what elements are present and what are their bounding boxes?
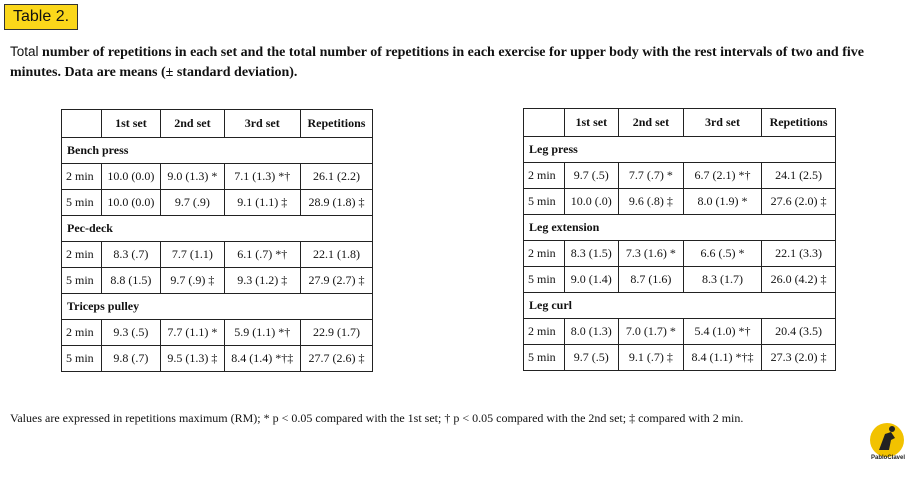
value-cell: 27.7 (2.6) ‡: [300, 346, 372, 372]
value-cell: 7.7 (.7) *: [619, 163, 684, 189]
value-cell: 10.0 (0.0): [101, 164, 161, 190]
value-cell: 10.0 (0.0): [101, 190, 161, 216]
upper-group-row: [62, 138, 373, 164]
value-cell: 6.1 (.7) *†: [224, 242, 300, 268]
value-cell: 8.7 (1.6): [619, 267, 684, 293]
upper-col-header: [62, 110, 102, 138]
lower-col-header: [524, 109, 565, 137]
rest-interval-cell: 5 min: [62, 346, 102, 372]
value-cell: 22.1 (3.3): [762, 241, 836, 267]
table-row: [524, 163, 836, 189]
value-cell: 9.7 (.9) ‡: [161, 268, 224, 294]
lower-group-row: [524, 293, 836, 319]
value-cell: 9.1 (.7) ‡: [619, 345, 684, 371]
logo-wordmark: PabloClavel: [870, 455, 905, 461]
value-cell: 24.1 (2.5): [762, 163, 836, 189]
value-cell: 5.4 (1.0) *†: [683, 319, 761, 345]
value-cell: 7.1 (1.3) *†: [224, 164, 300, 190]
value-cell: 8.0 (1.3): [564, 319, 619, 345]
rest-interval-cell: 2 min: [62, 242, 102, 268]
value-cell: 7.7 (1.1): [161, 242, 224, 268]
lower-group-row: [524, 137, 836, 163]
upper-header-row: [62, 110, 373, 138]
table-row: [524, 189, 836, 215]
value-cell: 8.0 (1.9) *: [683, 189, 761, 215]
table-row: [62, 346, 373, 372]
lower-exercise-name: Leg extension: [524, 215, 836, 241]
value-cell: 9.0 (1.3) *: [161, 164, 224, 190]
value-cell: 8.8 (1.5): [101, 268, 161, 294]
value-cell: 8.4 (1.4) *†‡: [224, 346, 300, 372]
value-cell: 9.3 (1.2) ‡: [224, 268, 300, 294]
upper-body-table: [61, 109, 373, 372]
upper-col-header: 3rd set: [224, 110, 300, 138]
lower-header-row: [524, 109, 836, 137]
value-cell: 22.1 (1.8): [300, 242, 372, 268]
table-row: [524, 241, 836, 267]
value-cell: 8.3 (1.7): [683, 267, 761, 293]
value-cell: 26.0 (4.2) ‡: [762, 267, 836, 293]
table-row: [524, 267, 836, 293]
table-row: [524, 345, 836, 371]
value-cell: 27.3 (2.0) ‡: [762, 345, 836, 371]
value-cell: 6.6 (.5) *: [683, 241, 761, 267]
value-cell: 9.0 (1.4): [564, 267, 619, 293]
lower-exercise-name: Leg press: [524, 137, 836, 163]
upper-exercise-name: Triceps pulley: [62, 294, 373, 320]
lower-col-header: 1st set: [564, 109, 619, 137]
rest-interval-cell: 5 min: [524, 345, 565, 371]
value-cell: 9.8 (.7): [101, 346, 161, 372]
value-cell: 7.0 (1.7) *: [619, 319, 684, 345]
lower-col-header: 3rd set: [683, 109, 761, 137]
table-caption: [10, 42, 915, 83]
lower-col-header: 2nd set: [619, 109, 684, 137]
value-cell: 6.7 (2.1) *†: [683, 163, 761, 189]
rest-interval-cell: 2 min: [62, 320, 102, 346]
table-row: [524, 319, 836, 345]
lower-exercise-name: Leg curl: [524, 293, 836, 319]
lower-col-header: Repetitions: [762, 109, 836, 137]
rest-interval-cell: 5 min: [62, 190, 102, 216]
value-cell: 9.1 (1.1) ‡: [224, 190, 300, 216]
caption-lead: Total: [10, 44, 39, 59]
rest-interval-cell: 5 min: [524, 267, 565, 293]
value-cell: 8.4 (1.1) *†‡: [683, 345, 761, 371]
upper-exercise-name: Pec-deck: [62, 216, 373, 242]
lower-body-table: [523, 108, 836, 371]
upper-col-header: 2nd set: [161, 110, 224, 138]
rest-interval-cell: 5 min: [524, 189, 565, 215]
value-cell: 9.6 (.8) ‡: [619, 189, 684, 215]
rest-interval-cell: 5 min: [62, 268, 102, 294]
value-cell: 9.7 (.5): [564, 163, 619, 189]
table-footnote: Values are expressed in repetitions maximum (RM); * p < 0.05 compared with the 1st set; † p < 0.05 compared with the 2nd set; ‡ compared with 2 min.: [10, 411, 744, 425]
upper-group-row: [62, 216, 373, 242]
value-cell: 8.3 (1.5): [564, 241, 619, 267]
value-cell: 9.3 (.5): [101, 320, 161, 346]
caption-text: number of repetitions in each set and the total number of repetitions in each exercise for upper body with the rest intervals of two and five minutes. Data are means (± standard deviation).: [10, 45, 864, 80]
rest-interval-cell: 2 min: [524, 241, 565, 267]
upper-col-header: 1st set: [101, 110, 161, 138]
value-cell: 8.3 (.7): [101, 242, 161, 268]
lower-group-row: [524, 215, 836, 241]
upper-col-header: Repetitions: [300, 110, 372, 138]
rest-interval-cell: 2 min: [62, 164, 102, 190]
value-cell: 10.0 (.0): [564, 189, 619, 215]
value-cell: 28.9 (1.8) ‡: [300, 190, 372, 216]
value-cell: 9.7 (.9): [161, 190, 224, 216]
table-row: [62, 164, 373, 190]
upper-group-row: [62, 294, 373, 320]
rest-interval-cell: 2 min: [524, 163, 565, 189]
table-label-tag: Table 2.: [4, 4, 78, 30]
table-row: [62, 190, 373, 216]
value-cell: 5.9 (1.1) *†: [224, 320, 300, 346]
upper-exercise-name: Bench press: [62, 138, 373, 164]
value-cell: 20.4 (3.5): [762, 319, 836, 345]
value-cell: 9.5 (1.3) ‡: [161, 346, 224, 372]
value-cell: 7.7 (1.1) *: [161, 320, 224, 346]
value-cell: 27.6 (2.0) ‡: [762, 189, 836, 215]
value-cell: 9.7 (.5): [564, 345, 619, 371]
table-row: [62, 268, 373, 294]
table-row: [62, 242, 373, 268]
value-cell: 26.1 (2.2): [300, 164, 372, 190]
table-row: [62, 320, 373, 346]
value-cell: 7.3 (1.6) *: [619, 241, 684, 267]
value-cell: 27.9 (2.7) ‡: [300, 268, 372, 294]
rest-interval-cell: 2 min: [524, 319, 565, 345]
value-cell: 22.9 (1.7): [300, 320, 372, 346]
